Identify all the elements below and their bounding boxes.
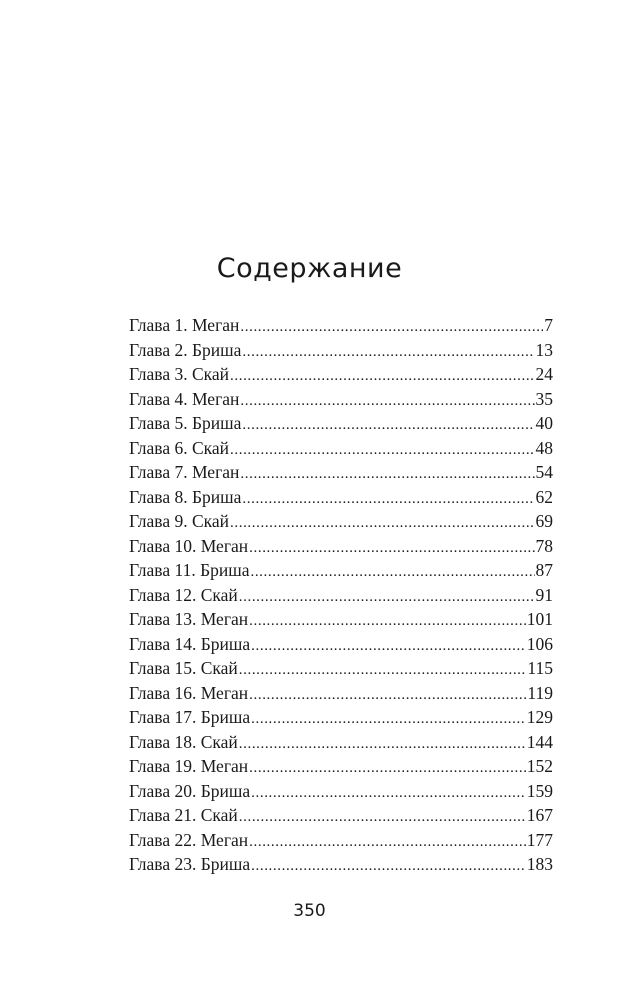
- toc-leader-dots: [230, 364, 534, 389]
- toc-leader-dots: [239, 805, 526, 830]
- toc-leader-dots: [250, 560, 534, 585]
- toc-entry-page: 183: [526, 854, 553, 874]
- toc-entry-label: Глава 4. Меган: [129, 388, 240, 409]
- toc-entry-page: 159: [526, 780, 553, 801]
- toc-entry-page: 119: [527, 682, 553, 703]
- toc-entry: [129, 779, 553, 804]
- toc-entry-label: Глава 19. Меган: [129, 756, 249, 776]
- toc-entry: [129, 558, 553, 583]
- toc-entry-label: Глава 16. Меган: [129, 682, 249, 703]
- toc-entry-label: Глава 22. Меган: [129, 829, 249, 850]
- toc-entry: [129, 436, 553, 461]
- toc-entry-label: Глава 8. Бриша: [129, 486, 242, 507]
- toc-leader-dots: [240, 462, 534, 487]
- toc-entry-page: 87: [535, 560, 553, 580]
- toc-entry: [129, 509, 553, 534]
- toc-leader-dots: [240, 389, 534, 414]
- toc-entry-label: Глава 12. Скай: [129, 584, 238, 605]
- toc-entry-page: 144: [526, 731, 553, 752]
- toc-entry: [129, 681, 553, 706]
- toc-entry-label: Глава 18. Скай: [129, 731, 238, 752]
- toc-leader-dots: [249, 536, 534, 561]
- toc-entry-page: 24: [535, 364, 553, 384]
- toc-entry-page: 115: [527, 658, 553, 678]
- toc-leader-dots: [249, 609, 526, 634]
- toc-entry-label: Глава 9. Скай: [129, 511, 230, 531]
- toc-entry-label: Глава 17. Бриша: [129, 707, 251, 727]
- toc-entry-page: 13: [535, 339, 553, 360]
- toc-entry-page: 101: [526, 609, 553, 629]
- toc-entry-label: Глава 15. Скай: [129, 658, 238, 678]
- toc-entry: [129, 803, 553, 828]
- toc-entry-label: Глава 6. Скай: [129, 437, 230, 458]
- toc-entry-label: Глава 23. Бриша: [129, 854, 251, 874]
- toc-leader-dots: [251, 854, 526, 879]
- toc-entry: [129, 852, 553, 877]
- toc-entry-page: 129: [526, 707, 553, 727]
- toc-leader-dots: [249, 756, 526, 781]
- toc-entry-label: Глава 20. Бриша: [129, 780, 251, 801]
- toc-entry-page: 167: [526, 805, 553, 825]
- toc-entry: [129, 362, 553, 387]
- toc-leader-dots: [230, 511, 534, 536]
- toc-entry-label: Глава 1. Меган: [129, 315, 240, 335]
- toc-entry-label: Глава 14. Бриша: [129, 633, 251, 654]
- toc-leader-dots: [239, 658, 527, 683]
- toc-entry-page: 78: [535, 535, 553, 556]
- toc-title: Содержание: [216, 253, 403, 284]
- toc-entry: [129, 632, 553, 657]
- table-of-contents: [129, 313, 553, 877]
- toc-entry: [129, 534, 553, 559]
- toc-leader-dots: [251, 634, 526, 659]
- toc-entry: [129, 754, 553, 779]
- toc-entry: [129, 705, 553, 730]
- toc-entry-label: Глава 10. Меган: [129, 535, 249, 556]
- toc-leader-dots: [249, 830, 526, 855]
- toc-entry-label: Глава 7. Меган: [129, 462, 240, 482]
- toc-entry-label: Глава 13. Меган: [129, 609, 249, 629]
- toc-leader-dots: [239, 732, 526, 757]
- toc-leader-dots: [230, 438, 534, 463]
- toc-entry: [129, 485, 553, 510]
- toc-leader-dots: [242, 340, 534, 365]
- toc-entry-label: Глава 2. Бриша: [129, 339, 242, 360]
- toc-entry: [129, 338, 553, 363]
- toc-entry-page: 35: [535, 388, 553, 409]
- toc-leader-dots: [239, 585, 535, 610]
- toc-entry-page: 152: [526, 756, 553, 776]
- toc-entry-label: Глава 3. Скай: [129, 364, 230, 384]
- toc-entry-page: 69: [535, 511, 553, 531]
- toc-entry-page: 106: [526, 633, 553, 654]
- toc-entry-label: Глава 5. Бриша: [129, 413, 242, 433]
- toc-entry-label: Глава 11. Бриша: [129, 560, 250, 580]
- toc-entry-label: Глава 21. Скай: [129, 805, 238, 825]
- toc-entry: [129, 411, 553, 436]
- toc-leader-dots: [249, 683, 526, 708]
- toc-entry-page: 177: [526, 829, 553, 850]
- toc-entry: [129, 313, 553, 338]
- toc-entry: [129, 387, 553, 412]
- toc-leader-dots: [242, 413, 534, 438]
- toc-entry: [129, 828, 553, 853]
- toc-leader-dots: [251, 781, 526, 806]
- page-number: 350: [293, 901, 326, 921]
- toc-entry-page: 62: [535, 486, 553, 507]
- toc-entry: [129, 656, 553, 681]
- toc-entry-page: 7: [544, 315, 553, 335]
- toc-entry-page: 40: [535, 413, 553, 433]
- toc-entry-page: 91: [535, 584, 553, 605]
- toc-leader-dots: [240, 315, 543, 340]
- toc-entry-page: 48: [535, 437, 553, 458]
- toc-leader-dots: [251, 707, 526, 732]
- toc-entry-page: 54: [535, 462, 553, 482]
- toc-entry: [129, 607, 553, 632]
- toc-entry: [129, 730, 553, 755]
- toc-entry: [129, 460, 553, 485]
- toc-leader-dots: [242, 487, 534, 512]
- toc-entry: [129, 583, 553, 608]
